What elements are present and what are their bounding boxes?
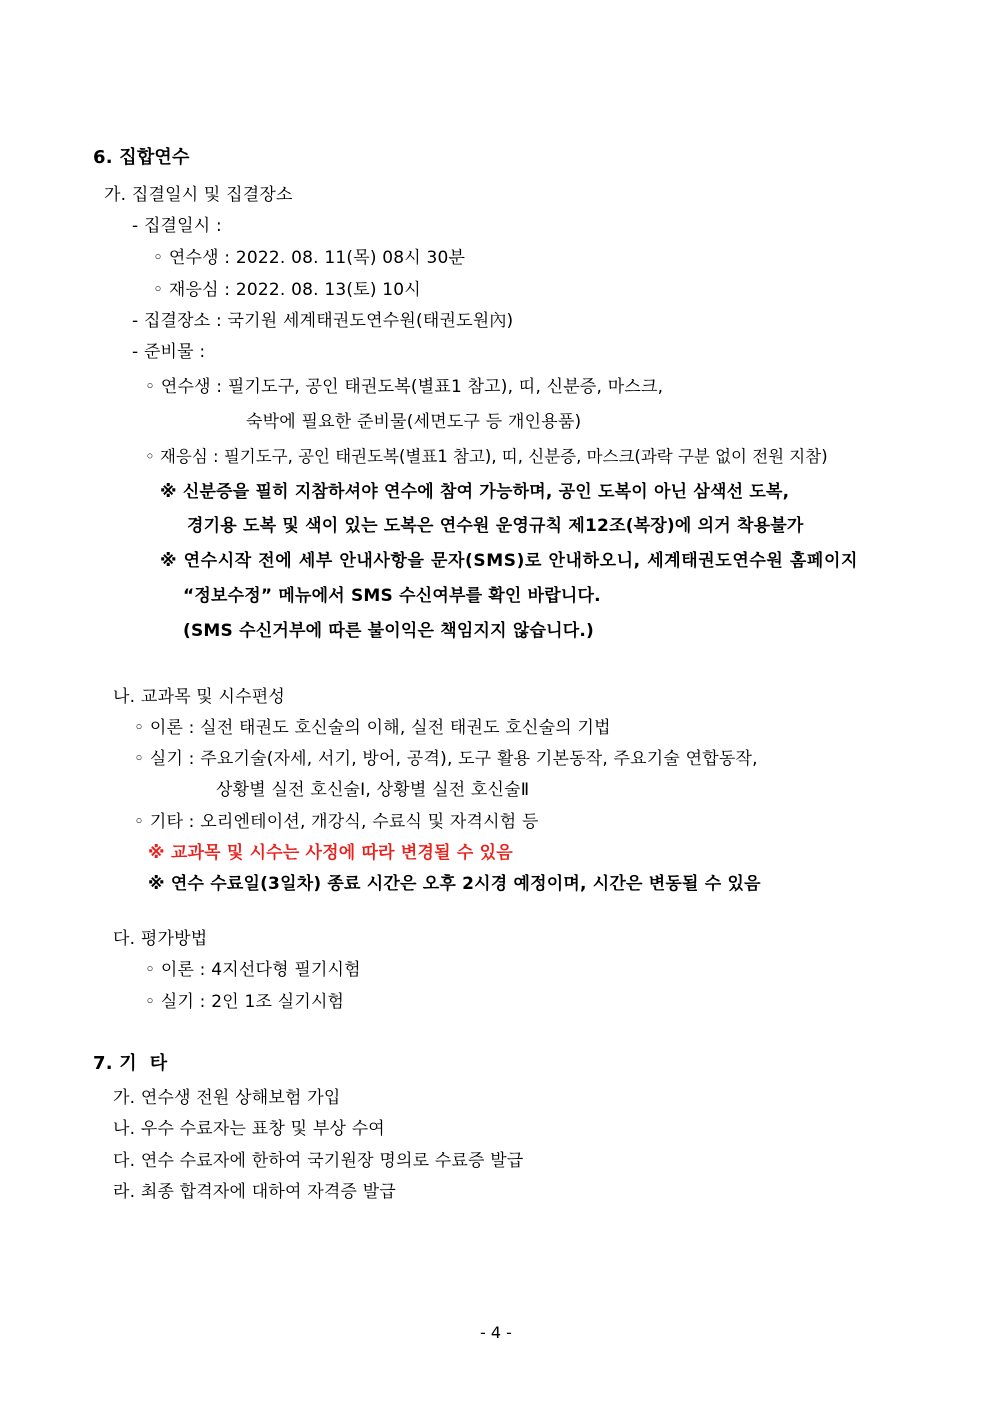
curriculum-heading: 나. 교과목 및 시수편성 bbox=[113, 687, 286, 707]
evaluation-heading: 다. 평가방법 bbox=[113, 929, 208, 949]
curriculum-practice-line1: ◦ 실기 : 주요기술(자세, 서기, 방어, 공격), 도구 활용 기본동작, 주요기술 연합동작, bbox=[134, 749, 758, 769]
curriculum-etc: ◦ 기타 : 오리엔테이션, 개강식, 수료식 및 자격시험 등 bbox=[134, 812, 539, 832]
evaluation-practice: ◦ 실기 : 2인 1조 실기시험 bbox=[145, 992, 345, 1012]
curriculum-theory: ◦ 이론 : 실전 태권도 호신술의 이해, 실전 태권도 호신술의 기법 bbox=[134, 718, 611, 738]
supplies-trainee-line2: 숙박에 필요한 준비물(세면도구 등 개인용품) bbox=[246, 412, 582, 432]
id-notice-line1: ※ 신분증을 필히 지참하셔야 연수에 참여 가능하며, 공인 도복이 아닌 삼색선 도복, bbox=[160, 482, 790, 502]
other-award: 나. 우수 수료자는 표창 및 부상 수여 bbox=[113, 1119, 385, 1139]
supplies-label: - 준비물 : bbox=[132, 342, 206, 362]
other-certificate: 다. 연수 수료자에 한하여 국기원장 명의로 수료증 발급 bbox=[113, 1151, 524, 1171]
page-number: - 4 - bbox=[480, 1323, 512, 1342]
gathering-date-reeval: ◦ 재응심 : 2022. 08. 13(토) 10시 bbox=[153, 280, 421, 300]
curriculum-change-notice: ※ 교과목 및 시수는 사정에 따라 변경될 수 있음 bbox=[148, 843, 513, 863]
curriculum-practice-line2: 상황별 실전 호신술Ⅰ, 상황별 실전 호신술Ⅱ bbox=[216, 780, 530, 800]
evaluation-theory: ◦ 이론 : 4지선다형 필기시험 bbox=[145, 960, 361, 980]
id-notice-line2: 경기용 도복 및 색이 있는 도복은 연수원 운영규칙 제12조(복장)에 의거 착용불가 bbox=[187, 516, 804, 536]
gathering-heading: 가. 집결일시 및 집결장소 bbox=[104, 185, 293, 205]
gathering-date-trainee: ◦ 연수생 : 2022. 08. 11(목) 08시 30분 bbox=[153, 248, 466, 268]
supplies-reeval: ◦ 재응심 : 필기도구, 공인 태권도복(별표1 참고), 띠, 신분증, 마스크(과락 구분 없이 전원 지참) bbox=[145, 447, 828, 466]
gathering-place: - 집결장소 : 국기원 세계태권도연수원(태권도원內) bbox=[132, 311, 514, 331]
completion-time-notice: ※ 연수 수료일(3일차) 종료 시간은 오후 2시경 예정이며, 시간은 변동될 수 있음 bbox=[148, 874, 761, 894]
sms-notice-line2: “정보수정” 메뉴에서 SMS 수신여부를 확인 바랍니다. bbox=[183, 586, 601, 606]
sms-notice-line1: ※ 연수시작 전에 세부 안내사항을 문자(SMS)로 안내하오니, 세계태권도연수원 홈페이지 bbox=[160, 551, 859, 571]
supplies-trainee-line1: ◦ 연수생 : 필기도구, 공인 태권도복(별표1 참고), 띠, 신분증, 마스크, bbox=[145, 377, 664, 397]
other-license: 라. 최종 합격자에 대하여 자격증 발급 bbox=[113, 1182, 396, 1202]
other-insurance: 가. 연수생 전원 상해보험 가입 bbox=[113, 1088, 341, 1108]
section-7-title: 7. 기 타 bbox=[93, 1053, 168, 1074]
section-6-title: 6. 집합연수 bbox=[93, 147, 190, 168]
gathering-date-label: - 집결일시 : bbox=[132, 216, 222, 236]
sms-notice-line3: (SMS 수신거부에 따른 불이익은 책임지지 않습니다.) bbox=[183, 621, 595, 641]
